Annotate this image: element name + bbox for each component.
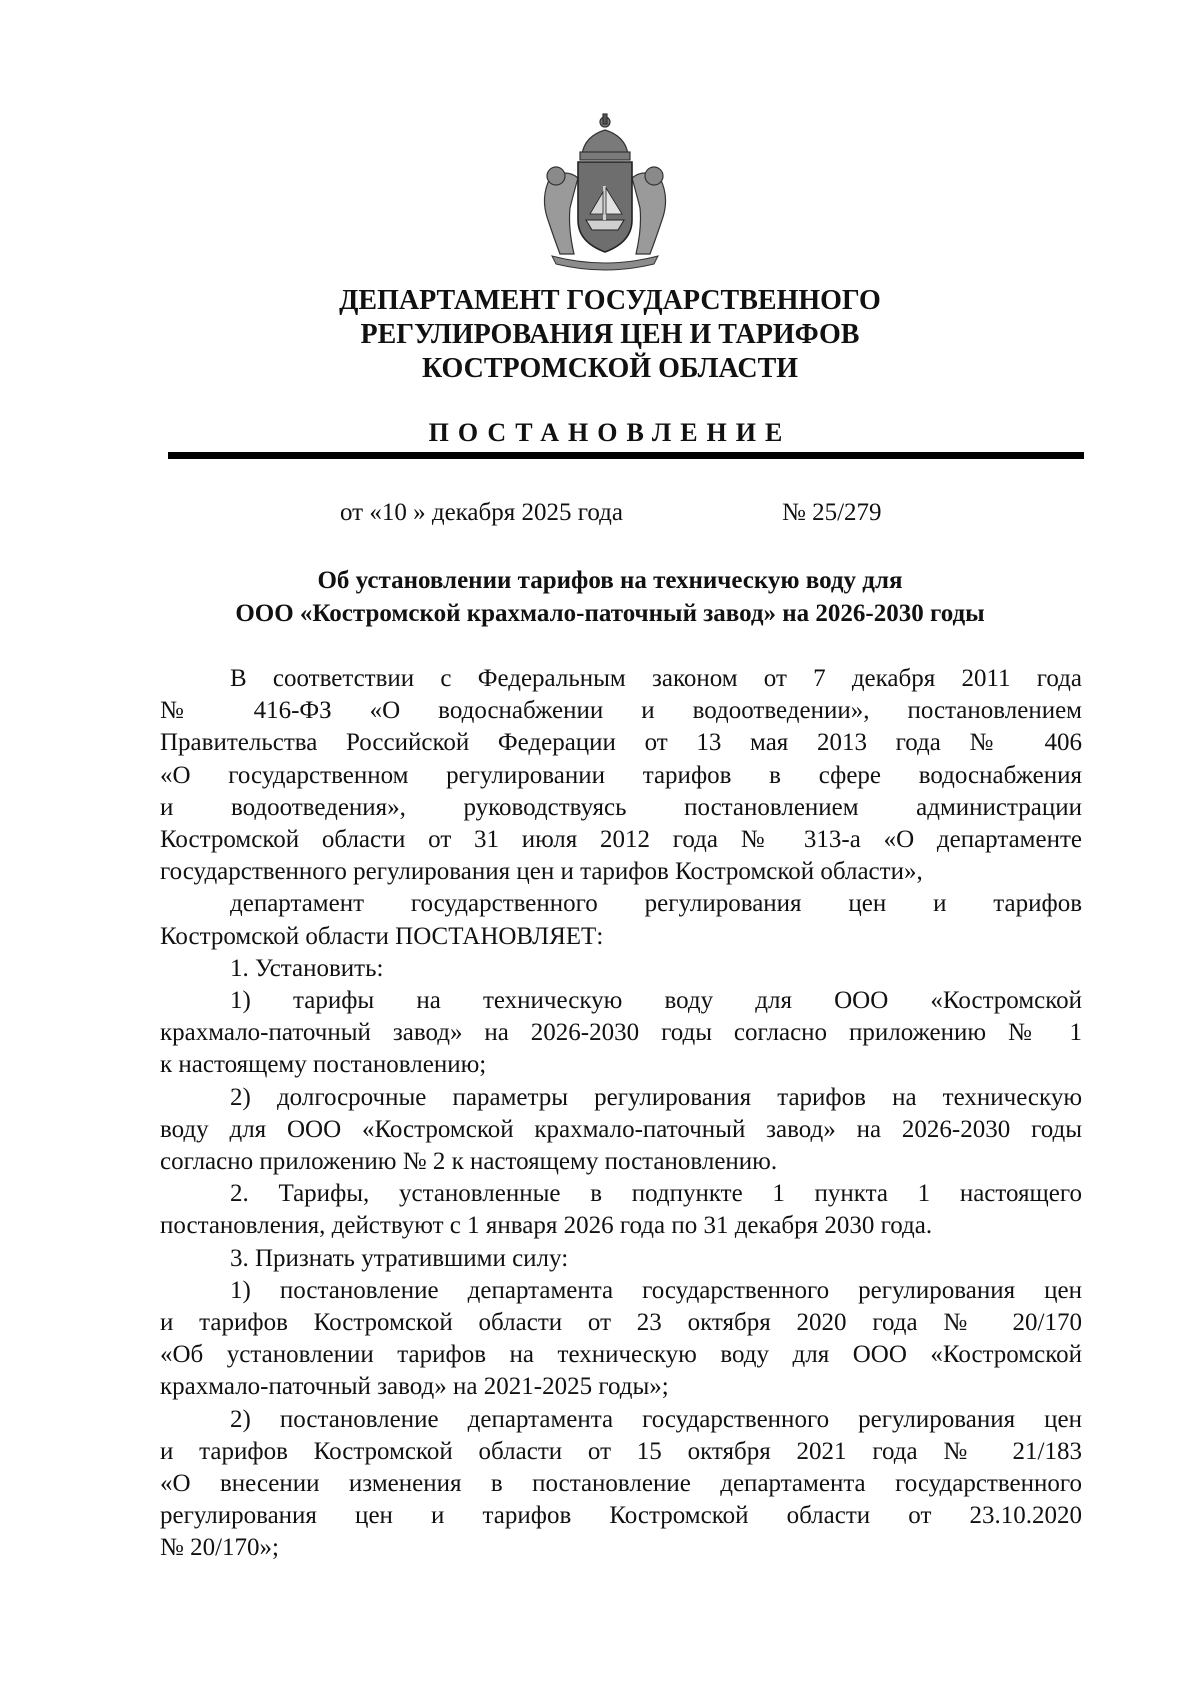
body-text-line: 1. Установить: (230, 954, 384, 982)
document-date: от «10 » декабря 2025 года (340, 499, 623, 526)
organization-name (160, 284, 1060, 386)
document-title-line: ООО «Костромской крахмало-паточный завод» на 2026-2030 годы (235, 600, 985, 627)
organization-name-line: РЕГУЛИРОВАНИЯ ЦЕН И ТАРИФОВ (360, 319, 860, 350)
body-text-line: департамент государственного регулирования цен и тарифов (230, 890, 1082, 918)
body-text-line: согласно приложению № 2 к настоящему постановлению. (160, 1148, 778, 1176)
document-title (160, 564, 1060, 630)
body-text-line: № 416-ФЗ «О водоснабжении и водоотведении», постановлением (160, 697, 1082, 725)
body-text-line: № 20/170»; (160, 1534, 279, 1562)
document-type: ПОСТАНОВЛЕНИЕ (428, 418, 792, 447)
organization-name-line: ДЕПАРТАМЕНТ ГОСУДАРСТВЕННОГО (339, 285, 881, 316)
body-text-line: «О внесении изменения в постановление департамента государственного (160, 1470, 1082, 1498)
body-text-line: и тарифов Костромской области от 23 октября 2020 года № 20/170 (160, 1309, 1082, 1337)
body-text-line: «О государственном регулировании тарифов в сфере водоснабжения (160, 761, 1082, 789)
body-text-line: и тарифов Костромской области от 15 октября 2021 года № 21/183 (160, 1437, 1082, 1465)
body-text-line: воду для ООО «Костромской крахмало-паточный завод» на 2026-2030 годы (160, 1115, 1082, 1143)
kostroma-coat-of-arms-icon (530, 108, 680, 274)
document-title-line: Об установлении тарифов на техническую воду для (317, 567, 903, 594)
body-text-line: 2) постановление департамента государственного регулирования цен (230, 1405, 1082, 1433)
body-text-line: 2. Тарифы, установленные в подпункте 1 пункта 1 настоящего (230, 1180, 1082, 1208)
document-number: № 25/279 (782, 499, 882, 526)
body-text-line: 1) тарифы на техническую воду для ООО «Костромской (230, 987, 1082, 1015)
body-text-line: и водоотведения», руководствуясь постановлением администрации (160, 793, 1082, 821)
body-text-line: В соответствии с Федеральным законом от 7 декабря 2011 года (230, 665, 1082, 692)
body-text-line: постановления, действуют с 1 января 2026 года по 31 декабря 2030 года. (160, 1212, 933, 1240)
body-text-line: Правительства Российской Федерации от 13 мая 2013 года № 406 (160, 729, 1082, 757)
document-body (160, 663, 1082, 1565)
body-text-line: Костромской области от 31 июля 2012 года № 313-а «О департаменте (160, 826, 1082, 854)
body-text-line: 1) постановление департамента государственного регулирования цен (230, 1276, 1082, 1304)
body-text-line: к настоящему постановлению; (160, 1051, 487, 1079)
body-text-line: государственного регулирования цен и тарифов Костромской области», (160, 858, 923, 886)
header-divider (168, 452, 1084, 459)
body-text-line: «Об установлении тарифов на техническую воду для ООО «Костромской (160, 1341, 1082, 1369)
body-text-line: крахмало-паточный завод» на 2021-2025 годы»; (160, 1373, 669, 1401)
body-text-line: крахмало-паточный завод» на 2026-2030 годы согласно приложению № 1 (160, 1019, 1082, 1047)
body-text-line: Костромской области ПОСТАНОВЛЯЕТ: (160, 922, 604, 950)
body-text-line: регулирования цен и тарифов Костромской области от 23.10.2020 (160, 1502, 1082, 1530)
body-text-line: 2) долгосрочные параметры регулирования тарифов на техническую (230, 1083, 1082, 1111)
body-text-line: 3. Признать утратившими силу: (230, 1244, 569, 1272)
organization-name-line: КОСТРОМСКОЙ ОБЛАСТИ (421, 353, 799, 384)
